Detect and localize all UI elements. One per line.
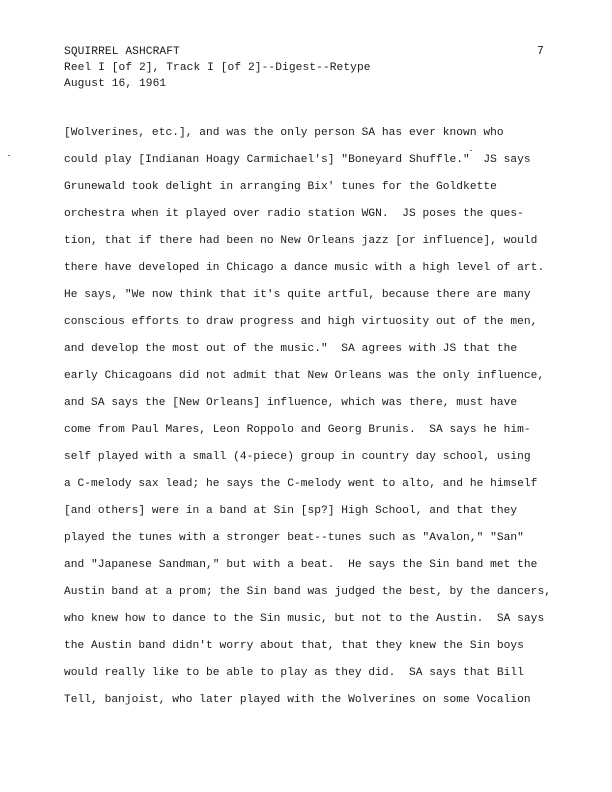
text-line: orchestra when it played over radio station WGN. JS poses the ques- (64, 208, 524, 220)
text-line: self played with a small (4-piece) group in country day school, using (64, 451, 531, 463)
text-line: early Chicagoans did not admit that New Orleans was the only influence, (64, 370, 545, 382)
document-header (64, 44, 371, 92)
text-line: a C-melody sax lead; he says the C-melody went to alto, and he himself (64, 478, 538, 490)
text-line: Austin band at a prom; the Sin band was judged the best, by the dancers, (64, 586, 551, 598)
page-number: 7 (537, 45, 544, 58)
text-line: the Austin band didn't worry about that, that they knew the Sin boys (64, 640, 524, 652)
interviewee-name: SQUIRREL ASHCRAFT (64, 46, 180, 58)
scan-speck (8, 155, 10, 156)
text-line: [and others] were in a band at Sin [sp?] High School, and that they (64, 505, 518, 517)
text-line: could play [Indianan Hoagy Carmichael's] "Boneyard Shuffle." JS says (64, 154, 531, 166)
interview-date: August 16, 1961 (64, 78, 167, 90)
text-line: and SA says the [New Orleans] influence, which was there, must have (64, 397, 518, 409)
text-line: Grunewald took delight in arranging Bix' tunes for the Goldkette (64, 181, 497, 193)
text-line: there have developed in Chicago a dance music with a high level of art. (64, 262, 545, 274)
text-line: conscious efforts to draw progress and high virtuosity out of the men, (64, 316, 538, 328)
text-line: He says, "We now think that it's quite artful, because there are many (64, 289, 531, 301)
text-line: and "Japanese Sandman," but with a beat. He says the Sin band met the (64, 559, 538, 571)
reel-track-info: Reel I [of 2], Track I [of 2]--Digest--Retype (64, 62, 371, 74)
text-line: Tell, banjoist, who later played with the Wolverines on some Vocalion (64, 694, 531, 706)
text-line: tion, that if there had been no New Orleans jazz [or influence], would (64, 235, 538, 247)
scan-speck (470, 150, 472, 151)
text-line: and develop the most out of the music." SA agrees with JS that the (64, 343, 518, 355)
text-line: who knew how to dance to the Sin music, but not to the Austin. SA says (64, 613, 545, 625)
text-line: [Wolverines, etc.], and was the only person SA has ever known who (64, 127, 504, 139)
text-line: come from Paul Mares, Leon Roppolo and Georg Brunis. SA says he him- (64, 424, 531, 436)
text-line: would really like to be able to play as they did. SA says that Bill (64, 667, 524, 679)
text-line: played the tunes with a stronger beat--tunes such as "Avalon," "San" (64, 532, 524, 544)
